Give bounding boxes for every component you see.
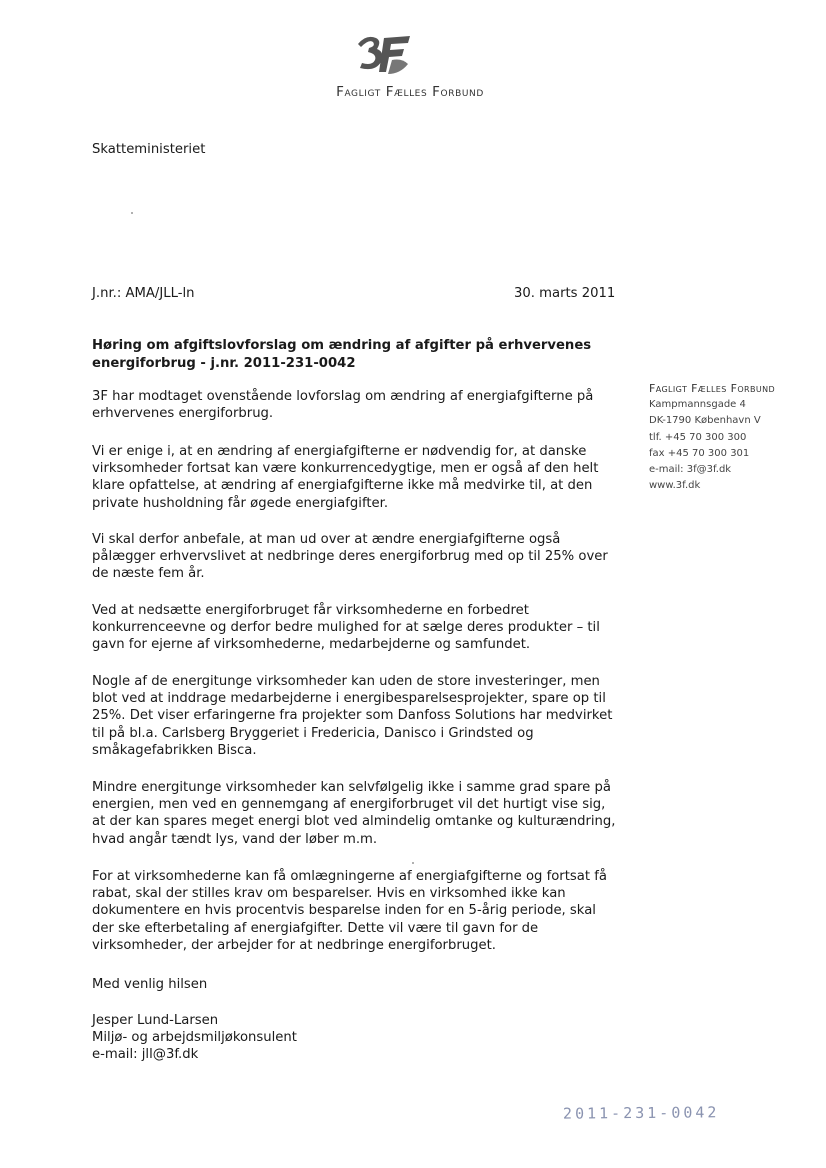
paragraph-6: Mindre energitunge virksomheder kan selvfølgelig ikke i samme grad spare på energien, men ved en gennemgang af energiforbruget vil det hurtigt vise sig, at der kan spares meget energi blot ved almindelig omtanke og kulturændring, hvad angår tændt lys, vand der løber m.m. xyxy=(92,780,616,847)
scan-speck xyxy=(412,862,414,864)
scan-speck xyxy=(131,212,133,214)
paragraph-7: For at virksomhederne kan få omlægningerne af energiafgifterne og fortsat få rabat, skal der stilles krav om besparelser. Hvis en virksomhed ikke kan dokumentere en hvis procentvis besparelse inden for en 5-årig periode, skal der ske efterbetaling af energiafgifter. Dette vil være til gavn for de virksomheder, der arbejder for at nedbringe energiforbruget. xyxy=(92,869,607,953)
contact-sidebar xyxy=(649,381,809,494)
paragraph-3: Vi skal derfor anbefale, at man ud over at ændre energiafgifterne også pålægger erhvervslivet at nedbringe deres energiforbrug med op til 25% over de næste fem år. xyxy=(92,532,608,582)
paragraph-2: Vi er enige i, at en ændring af energiafgifterne er nødvendig for, at danske virksomheder fortsat kan være konkurrencedygtige, men er også af den helt klare opfattelse, at ændring af energiafgifterne ikke må medvirke til, at den private husholdning får øgede energiafgifter. xyxy=(92,444,599,511)
sidebar-street: Kampmannsgade 4 xyxy=(649,399,746,411)
handwritten-file-number: 2011-231-0042 xyxy=(562,1103,720,1123)
sidebar-phone: tlf. +45 70 300 300 xyxy=(649,431,747,443)
sidebar-city: DK-1790 København V xyxy=(649,415,761,427)
recipient: Skatteministeriet xyxy=(92,142,206,157)
sidebar-org-name: Fagligt Fælles Forbund xyxy=(649,382,776,395)
3f-logo-icon xyxy=(352,30,414,78)
sidebar-fax: fax +45 70 300 301 xyxy=(649,447,750,459)
letterhead-org-name: Fagligt Fælles Forbund xyxy=(336,84,484,100)
sidebar-web: www.3f.dk xyxy=(649,480,701,492)
paragraph-4: Ved at nedsætte energiforbruget får virksomhederne en forbedret konkurrenceevne og derfor bedre mulighed for at sælge deres produkter – til gavn for ejerne af virksomhederne, medarbejderne og samfundet. xyxy=(92,603,600,653)
sidebar-email: e-mail: 3f@3f.dk xyxy=(649,464,732,476)
paragraph-1: 3F har modtaget ovenstående lovforslag om ændring af energiafgifterne på erhvervenes energiforbrug. xyxy=(92,389,594,422)
signature-title: Miljø- og arbejdsmiljøkonsulent xyxy=(92,1030,297,1045)
letter-date: 30. marts 2011 xyxy=(514,286,616,301)
paragraph-5: Nogle af de energitunge virksomheder kan uden de store investeringer, men blot ved at inddrage medarbejderne i energibesparelsesprojekter, spare op til 25%. Det viser erfaringerne fra projekter som Danfoss Solutions har medvirket til på bl.a. Carlsberg Bryggeriet i Fredericia, Danisco i Grindsted og småkagefabrikken Bisca. xyxy=(92,674,613,758)
signature-name: Jesper Lund-Larsen xyxy=(92,1013,219,1028)
signature-email: e-mail: jll@3f.dk xyxy=(92,1047,199,1062)
reference-number: J.nr.: AMA/JLL-ln xyxy=(92,286,195,301)
subject-heading: Høring om afgiftslovforslag om ændring af afgifter på erhvervenes energiforbrug - j.nr. 2011-231-0042 xyxy=(92,338,592,371)
closing: Med venlig hilsen xyxy=(92,977,208,992)
